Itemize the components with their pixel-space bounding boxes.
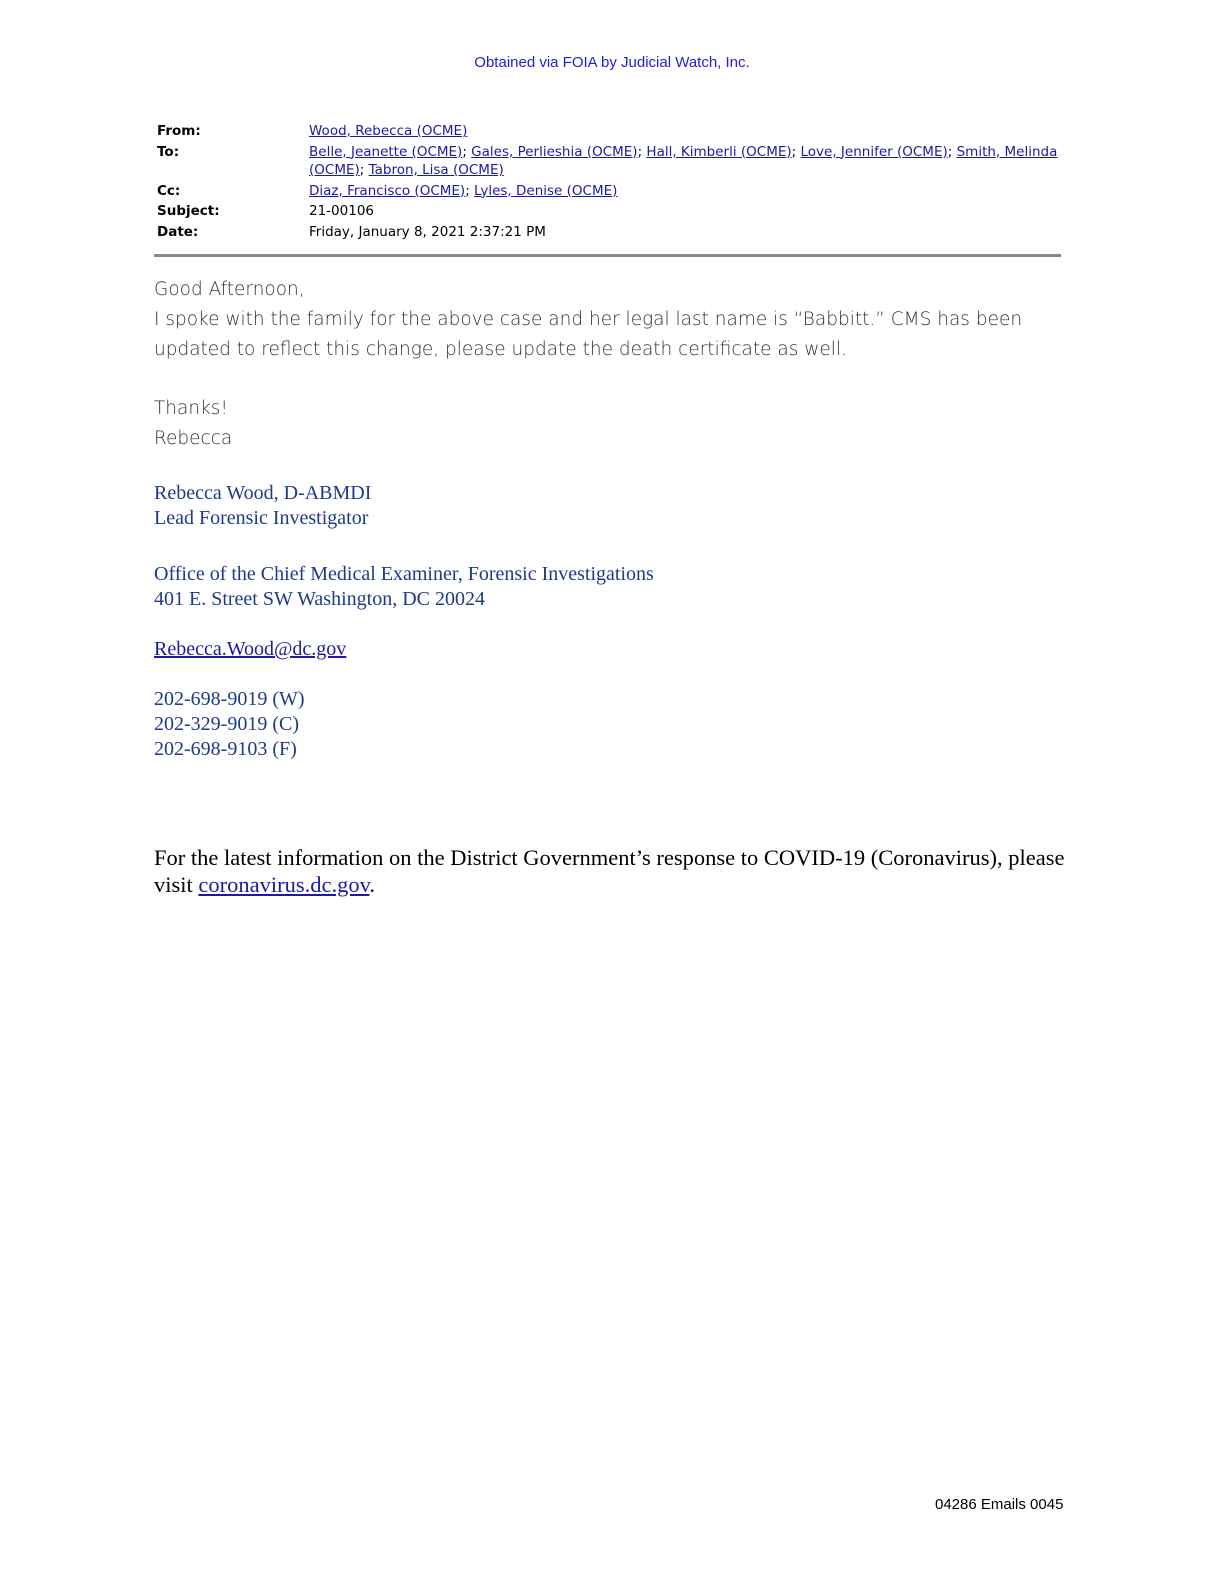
signature-office: Office of the Chief Medical Examiner, Forensic Investigations	[154, 563, 654, 585]
phone-cell: 202-329-9019 (C)	[154, 713, 299, 735]
email-header	[157, 122, 1062, 243]
recipient-link[interactable]: Belle, Jeanette (OCME)	[309, 143, 463, 160]
signature-email-link[interactable]: Rebecca.Wood@dc.gov	[154, 638, 347, 660]
page-footer: 04286 Emails 0045	[935, 1496, 1064, 1513]
covid-notice	[154, 844, 1074, 898]
recipient-link[interactable]: Gales, Perlieshia (OCME)	[471, 143, 638, 160]
date-value: Friday, January 8, 2021 2:37:21 PM	[309, 223, 546, 240]
phone-work: 202-698-9019 (W)	[154, 688, 305, 710]
signature-block	[154, 481, 654, 762]
signature-name: Rebecca Wood, D-ABMDI	[154, 482, 372, 504]
subject-row	[157, 202, 1062, 221]
sender-name: Rebecca	[154, 428, 233, 449]
from-link[interactable]: Wood, Rebecca (OCME)	[309, 123, 468, 139]
header-divider	[154, 254, 1061, 257]
recipient-link[interactable]: Tabron, Lisa (OCME)	[368, 162, 504, 178]
cc-link[interactable]: Diaz, Francisco (OCME)	[309, 182, 466, 199]
email-body	[154, 275, 1034, 454]
body-line: updated to reflect this change, please update the death certificate as well.	[154, 339, 847, 360]
cc-recipients: Diaz, Francisco (OCME); Lyles, Denise (OCME)	[309, 182, 618, 199]
cc-link[interactable]: Lyles, Denise (OCME)	[474, 182, 618, 199]
phone-fax: 202-698-9103 (F)	[154, 738, 297, 760]
recipient-link[interactable]: Love, Jennifer (OCME)	[800, 143, 948, 160]
covid-link[interactable]: coronavirus.dc.gov	[198, 872, 370, 897]
recipient-link[interactable]: Hall, Kimberli (OCME)	[646, 143, 792, 160]
to-row	[157, 143, 1062, 180]
covid-text: For the latest information on the District Government’s response to COVID-19 (Coronavirus), please visit	[154, 845, 1065, 897]
foia-stamp: Obtained via FOIA by Judicial Watch, Inc.	[474, 54, 750, 71]
subject-value: 21-00106	[309, 203, 374, 219]
subject-label: Subject:	[157, 203, 220, 219]
cc-row	[157, 182, 1062, 201]
cc-label: Cc:	[157, 182, 181, 199]
from-row	[157, 122, 1062, 141]
body-line: I spoke with the family for the above case and her legal last name is “Babbitt.” CMS has been	[154, 309, 1023, 330]
to-recipients: Belle, Jeanette (OCME); Gales, Perlieshia (OCME); Hall, Kimberli (OCME); Love, Jennifer (OCME); Smith, Melinda (OCME); Tabron, Lisa (OCME)	[309, 143, 1058, 178]
signature-title: Lead Forensic Investigator	[154, 507, 369, 529]
recipient-link[interactable]: Smith, Melinda (OCME)	[309, 143, 1058, 178]
date-label: Date:	[157, 223, 199, 240]
greeting: Good Afternoon,	[154, 279, 305, 300]
from-label: From:	[157, 123, 201, 139]
covid-end: .	[369, 872, 376, 897]
signature-address: 401 E. Street SW Washington, DC 20024	[154, 588, 485, 610]
closing: Thanks!	[154, 398, 228, 419]
date-row	[157, 223, 1062, 242]
to-label: To:	[157, 143, 180, 160]
